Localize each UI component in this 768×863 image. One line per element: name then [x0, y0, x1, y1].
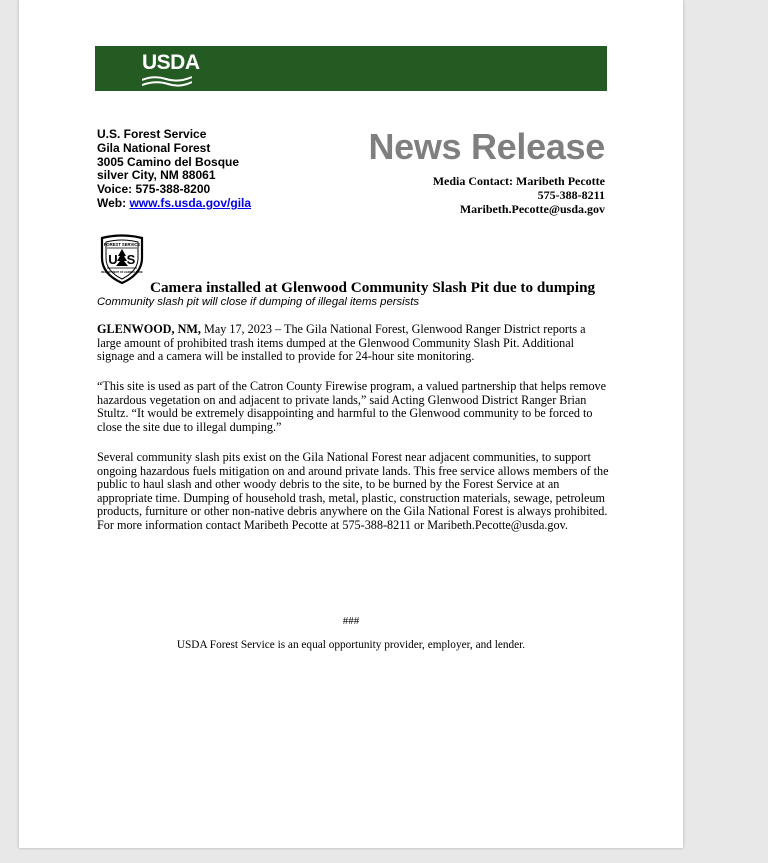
usda-logo-swoosh-icon	[142, 75, 192, 87]
equal-opportunity-statement: USDA Forest Service is an equal opportunity provider, employer, and lender.	[176, 639, 526, 651]
shield-top-text: FOREST SERVICE	[103, 242, 141, 247]
usda-logo-text: USDA	[142, 51, 200, 74]
article-paragraph-1	[97, 323, 609, 364]
media-contact-email: Maribeth.Pecotte@usda.gov	[459, 202, 605, 217]
shield-bottom-text: DEPARTMENT OF AGRICULTURE	[101, 271, 143, 274]
news-release-heading: News Release	[368, 126, 605, 167]
document-page	[19, 0, 683, 848]
media-contact-block	[433, 174, 605, 217]
shield-letter-u: U	[108, 252, 118, 267]
end-mark: ###	[342, 615, 360, 627]
office-street: 3005 Camino del Bosque	[97, 154, 240, 169]
article-paragraph-3: Several community slash pits exist on the Gila National Forest near adjacent communities, to support ongoing hazardous fuels mitigation on and around private lands. This free service allows members of the public to haul slash and other woody debris to the site, to be burned by the Forest Service at an appropriate time. Dumping of household trash, metal, plastic, construction materials, sewage, petroleum products, furniture or other non-native debris anywhere on the Gila National Forest is always prohibited. For more information contact Maribeth Pecotte at 575-388-8211 or Maribeth.Pecotte@usda.gov.	[97, 450, 609, 532]
media-contact-phone: 575-388-8211	[537, 188, 605, 203]
forest-service-shield-icon	[99, 234, 145, 284]
paragraph-1-body: May 17, 2023 – The Gila National Forest, Glenwood Ranger District reports a large amount of prohibited trash items dumped at the Glenwood Community Slash Pit. Additional signage and a camera will be installed to provide for 24-hour site monitoring.	[97, 322, 586, 364]
article-paragraph-2: “This site is used as part of the Catron County Firewise program, a valued partnership that helps remove hazardous vegetation on and adjacent to private lands,” said Acting Glenwood District Ranger Brian Stultz. “It would be extremely disappointing and harmful to the Glenwood community to be forced to close the site due to illegal dumping.”	[97, 379, 607, 434]
shield-letter-s: S	[126, 252, 136, 267]
article-subtitle: Community slash pit will close if dumping of illegal items persists	[97, 296, 420, 308]
office-web-link[interactable]: www.fs.usda.gov/gila	[129, 195, 252, 210]
usda-logo	[142, 52, 200, 87]
office-web-label: Web:	[97, 195, 130, 210]
office-city: silver City, NM 88061	[97, 168, 216, 183]
media-contact-name: Media Contact: Maribeth Pecotte	[432, 174, 605, 188]
office-address-block	[97, 128, 251, 211]
dateline: GLENWOOD, NM,	[97, 322, 201, 336]
office-forest: Gila National Forest	[97, 140, 211, 155]
office-agency: U.S. Forest Service	[97, 127, 207, 141]
office-voice: Voice: 575-388-8200	[97, 182, 211, 197]
office-web-line	[97, 197, 251, 211]
article-title: Camera installed at Glenwood Community Slash Pit due to dumping	[150, 279, 596, 296]
usda-header-banner	[95, 46, 607, 91]
